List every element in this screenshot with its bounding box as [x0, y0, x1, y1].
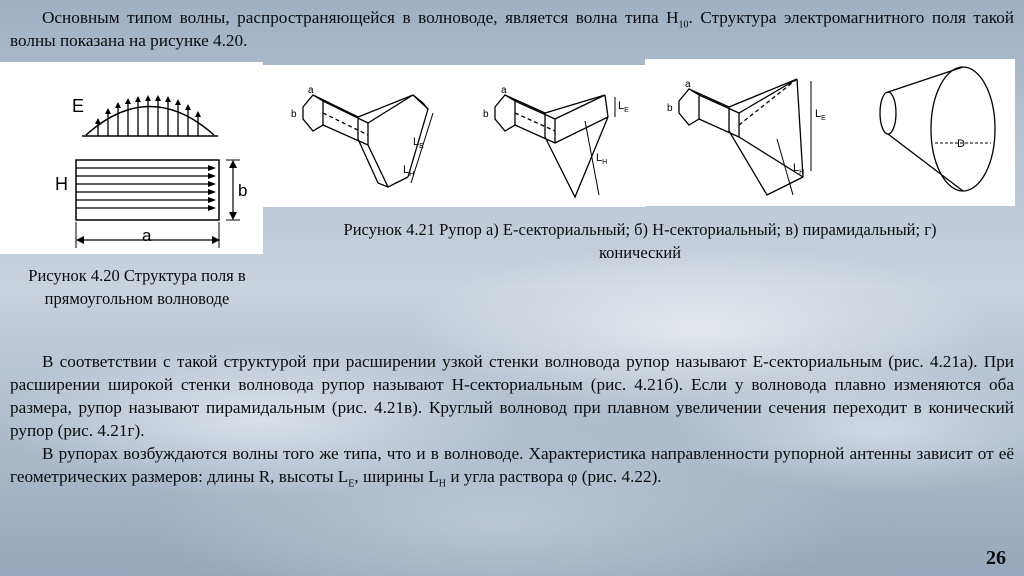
body-paragraph-2: В рупорах возбуждаются волны того же типа, что и в волноводе. Характеристика направленности рупорной антенны зависит от её геометрических размеров: длины R, высоты $L_E$, ширины $L_H$ и угла раствора φ (рис. 4.22).: [10, 444, 1014, 490]
intro-mode-subscript: 10: [678, 19, 689, 31]
pyramidal-horn: [679, 79, 811, 195]
h-field-label: H: [55, 174, 68, 194]
pc-label-b: b: [667, 103, 673, 114]
intro-text-part1: Основным типом волны, распространяющейся в волноводе, является волна типа H: [42, 8, 679, 27]
conical-horn: [880, 67, 995, 191]
hb-label-lh: $L_H$: [596, 152, 608, 166]
pc-label-a: a: [685, 79, 691, 90]
hb-label-le: $L_E$: [618, 100, 629, 114]
pc-label-lh: $L_H$: [793, 162, 805, 176]
figure-4-20: [0, 62, 263, 254]
dimension-b-label: b: [238, 181, 248, 200]
waveguide-cross-section: [76, 160, 219, 220]
pc-label-le: $L_E$: [815, 108, 826, 122]
intro-text-part2: . Структура электромагнитного поля такой волны показана на рисунке 4.20.: [10, 8, 1015, 50]
figure-4-21-caption: Рисунок 4.21 Рупор а) Е-секториальный; б) Н-секториальный; в) пирамидальный; г) конический: [343, 220, 937, 262]
ea-label-b: b: [291, 109, 297, 120]
ea-label-a: a: [308, 85, 314, 96]
hb-label-b: b: [483, 109, 489, 120]
e-field-arrows: [98, 99, 198, 136]
figure-4-21-cd: [645, 59, 1015, 206]
horn-pyramidal-conical-diagrams: [645, 59, 1015, 206]
horn-sectoral-diagrams: [263, 65, 645, 207]
cone-label-d: D: [957, 138, 965, 150]
ea-label-le: $L_E$: [413, 136, 424, 150]
e-field-envelope: [86, 107, 214, 136]
h-sectoral-horn: [495, 95, 615, 197]
page-number: 26: [986, 547, 1006, 569]
body-text: [10, 350, 1014, 488]
e-field-label: E: [72, 96, 85, 116]
hb-label-a: a: [501, 85, 507, 96]
dimension-a-label: a: [142, 226, 152, 245]
body-paragraph-1: В соответствии с такой структурой при расширении узкой стенки волновода рупор называют Е-секториальным (рис. 4.21а). При расширении широкой стенки волновода рупор называют Н-секториальным (рис. 4.21б). Если у волновода плавно изменяются оба размера, рупор называют пирамидальным (рис. 4.21в). Круглый волновод при плавном увеличении сечения переходит в конический рупор (рис. 4.21г).: [10, 352, 1014, 440]
h-field-arrowheads: [208, 165, 216, 211]
figure-4-20-caption: Рисунок 4.20 Структура поля в прямоугольном волноводе: [28, 266, 246, 308]
h-field-lines: [76, 168, 210, 208]
waveguide-field-diagram: [0, 62, 263, 254]
figure-4-21-ab: [263, 65, 645, 207]
intro-paragraph: [10, 6, 1014, 52]
ea-label-lh: $L_H$: [403, 164, 415, 178]
